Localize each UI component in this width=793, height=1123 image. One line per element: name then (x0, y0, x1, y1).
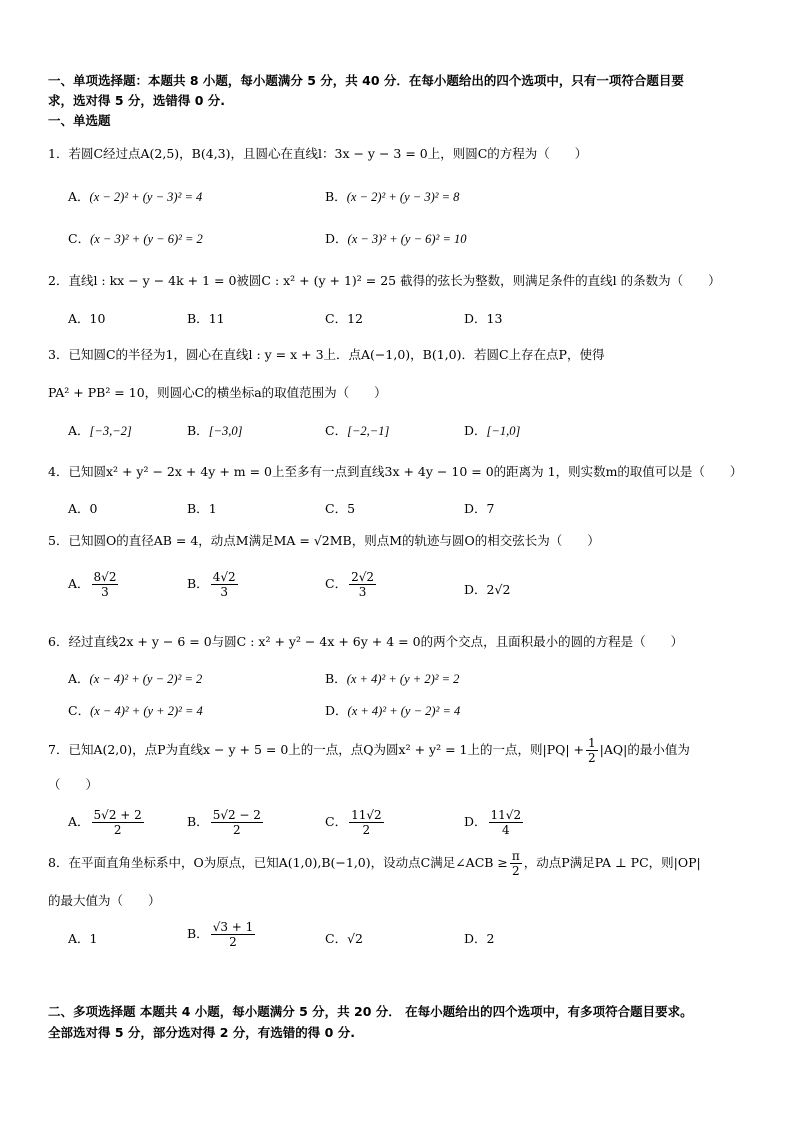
question-5-option-d: D．2√2 (464, 582, 511, 597)
question-8-option-c: C．√2 (325, 931, 363, 946)
question-7-stem: 7．已知A(2,0)，点P为直线x − y + 5 = 0上的一点，点Q为圆x² + y² = 1上的一点，则|PQ| + $\frac{1}{2}$ |AQ|的最小值为 (48, 736, 690, 765)
fraction: $\frac{\pi}{2}$ (511, 849, 520, 878)
question-3-option-b: B．[−3,0] (187, 423, 243, 438)
fraction: $\frac{5√2 + 2}{2}$ (93, 808, 142, 837)
question-1-option-d: D．(x − 3)² + (y − 6)² = 10 (325, 231, 467, 246)
question-1-stem: 1．若圆C经过点A(2,5)，B(4,3)，且圆心在直线l：3x − y − 3 = 0上，则圆C的方程为（ ） (48, 146, 588, 161)
fraction: $\frac{1}{2}$ (588, 736, 596, 765)
question-6-option-b: B．(x + 4)² + (y + 2)² = 2 (325, 671, 460, 686)
fraction: $\frac{8√2}{3}$ (93, 570, 117, 599)
question-6-option-c: C．(x − 4)² + (y + 2)² = 4 (68, 703, 203, 718)
question-2-option-a: A．10 (68, 311, 106, 326)
question-3-option-a: A．[−3,−2] (68, 423, 132, 438)
question-3-stem-line2: PA² + PB² = 10，则圆心C的横坐标a的取值范围为（ ） (48, 385, 387, 400)
section1-header-line1: 一、单项选择题：本题共 8 小题，每小题满分 5 分，共 40 分．在每小题给出的四个选项中，只有一项符合题目要 (48, 73, 684, 88)
fraction: $\frac{5√2 - 2}{2}$ (212, 808, 261, 837)
question-8-stem-line2: 的最大值为（ ） (48, 893, 161, 908)
question-4-stem: 4．已知圆x² + y² − 2x + 4y + m = 0上至多有一点到直线3x + 4y − 10 = 0的距离为 1，则实数m的取值可以是（ ） (48, 464, 743, 479)
question-1-option-b: B．(x − 2)² + (y − 3)² = 8 (325, 189, 460, 204)
question-7-option-c: C． $\frac{11√2}{2}$ (325, 808, 382, 837)
question-4-option-b: B．1 (187, 501, 217, 516)
fraction: $\frac{√3 + 1}{2}$ (212, 920, 254, 949)
question-8-option-b: B． $\frac{√3 + 1}{2}$ (187, 920, 254, 949)
question-7-option-d: D． $\frac{11√2}{4}$ (464, 808, 522, 837)
question-1-option-a: A．(x − 2)² + (y − 3)² = 4 (68, 189, 203, 204)
question-8-option-a: A．1 (68, 931, 98, 946)
question-7-stem-line2: （ ） (48, 777, 99, 792)
section2-header-line2: 全部选对得 5 分，部分选对得 2 分，有选错的得 0 分. (48, 1025, 355, 1040)
question-2-option-b: B．11 (187, 311, 225, 326)
fraction: $\frac{11√2}{2}$ (351, 808, 382, 837)
question-7-option-b: B． $\frac{5√2 - 2}{2}$ (187, 808, 261, 837)
question-3-option-c: C．[−2,−1] (325, 423, 390, 438)
question-4-option-d: D．7 (464, 501, 495, 516)
section2-header-line1: 二、多项选择题 本题共 4 小题，每小题满分 5 分，共 20 分． 在每小题给出的四个选项中，有多项符合题目要求。 (48, 1004, 693, 1019)
question-2-option-c: C．12 (325, 311, 363, 326)
question-5-option-b: B． $\frac{4√2}{3}$ (187, 570, 236, 599)
section1-subheader: 一、单选题 (48, 113, 111, 128)
question-5-option-a: A． $\frac{8√2}{3}$ (68, 570, 117, 599)
question-4-option-c: C．5 (325, 501, 356, 516)
question-8-stem: 8．在平面直角坐标系中，O为原点，已知A(1,0),B(−1,0)，设动点C满足∠ACB ≥ $\frac{\pi}{2}$ ，动点P满足PA ⊥ PC，则|OP| (48, 849, 701, 878)
question-2-stem: 2．直线l : kx − y − 4k + 1 = 0被圆C : x² + (y + 1)² = 25 截得的弦长为整数，则满足条件的直线l 的条数为（ ） (48, 273, 721, 288)
question-5-stem: 5．已知圆O的直径AB = 4，动点M满足MA = √2MB，则点M的轨迹与圆O的相交弦长为（ ） (48, 533, 600, 548)
fraction: $\frac{2√2}{3}$ (351, 570, 374, 599)
question-3-option-d: D．[−1,0] (464, 423, 521, 438)
section1-header-line2: 求，选对得 5 分，选错得 0 分. (48, 93, 226, 108)
question-5-option-c: C． $\frac{2√2}{3}$ (325, 570, 374, 599)
question-4-option-a: A．0 (68, 501, 98, 516)
question-8-option-d: D．2 (464, 931, 495, 946)
fraction: $\frac{11√2}{4}$ (490, 808, 522, 837)
question-3-stem-line1: 3．已知圆C的半径为1，圆心在直线l : y = x + 3上．点A(−1,0)，B(1,0)．若圆C上存在点P，使得 (48, 347, 605, 362)
question-6-stem: 6．经过直线2x + y − 6 = 0与圆C : x² + y² − 4x + 6y + 4 = 0的两个交点，且面积最小的圆的方程是（ ） (48, 634, 684, 649)
fraction: $\frac{4√2}{3}$ (212, 570, 236, 599)
question-6-option-a: A．(x − 4)² + (y − 2)² = 2 (68, 671, 203, 686)
question-1-option-c: C．(x − 3)² + (y − 6)² = 2 (68, 231, 203, 246)
question-6-option-d: D．(x + 4)² + (y − 2)² = 4 (325, 703, 461, 718)
question-2-option-d: D．13 (464, 311, 503, 326)
question-7-option-a: A． $\frac{5√2 + 2}{2}$ (68, 808, 142, 837)
